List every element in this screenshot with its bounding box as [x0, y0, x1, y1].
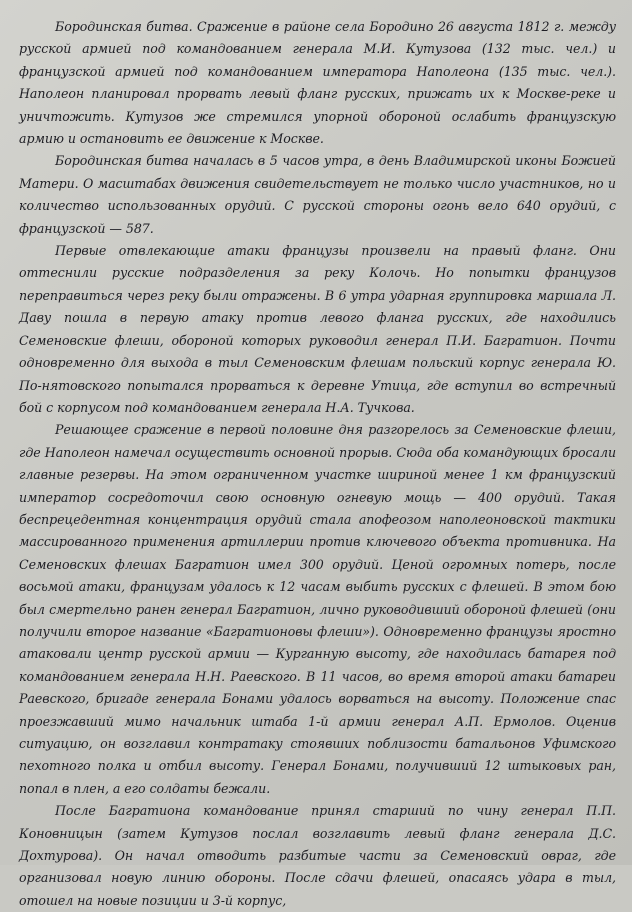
- paragraph-3: Первые отвлекающие атаки французы произвели на правый фланг. Они оттеснили русские подразделения за реку Колочь. Но попытки французов переправиться через реку были отражены. В 6 утра ударная группировка маршала Л. Даву пошла в первую атаку против левого фланга русских, где находились Семеновские флеши, обороной которых руководил генерал П.И. Багратион. Почти одновременно для выхода в тыл Семеновским флешам польский корпус генерала Ю. По-нятовского попытался прорваться к деревне Утица, где вступил во встречный бой с корпусом под командованием генерала Н.А. Тучкова.: [19, 243, 616, 415]
- paragraph-2: Бородинская битва началась в 5 часов утра, в день Владимирской иконы Божией Матери. О масштабах движения свидетельствует не только число участников, но и количество использованных орудий. С русской стороны огонь вело 640 орудий, с французской — 587.: [19, 153, 616, 236]
- paragraph-4: Решающее сражение в первой половине дня разгорелось за Семеновские флеши, где Наполеон намечал осуществить основной прорыв. Сюда оба командующих бросали главные резервы. На этом ограниченном участке шириной менее 1 км французский император сосредоточил свою основную огневую мощь — 400 орудий. Такая беспрецедентная концентрация орудий стала апофеозом наполеоновской тактики массированного применения артиллерии против ключевого объекта противника. На Семеновских флешах Багратион имел 300 орудий. Ценой огромных потерь, после восьмой атаки, французам удалось к 12 часам выбить русских с флешей. В этом бою был смертельно ранен генерал Багратион, лично руководивший обороной флешей (они получили второе название «Багратионовы флеши»). Одновременно французы яростно атаковали центр русской армии — Курганную высоту, где находилась батарея под командованием генерала Н.Н. Раевского. В 11 часов, во время второй атаки батареи Раевского, бригаде генерала Бонами удалось ворваться на высоту. Положение спас проезжавший мимо начальник штаба 1-й армии генерал А.П. Ермолов. Оценив ситуацию, он возглавил контратаку стоявших поблизости батальонов Уфимского пехотного полка и отбил высоту. Генерал Бонами, получивший 12 штыковых ран, попал в плен, а его солдаты бежали.: [19, 422, 616, 796]
- paragraph-1: Бородинская битва. Сражение в районе села Бородино 26 августа 1812 г. между русской армией под командованием генерала М.И. Кутузова (132 тыс. чел.) и французской армией под командованием императора Наполеона (135 тыс. чел.). Наполеон планировал прорвать левый фланг русских, прижать их к Москве-реке и уничтожить. Кутузов же стремился упорной обороной ослабить французскую армию и остановить ее движение к Москве.: [19, 19, 616, 147]
- paragraph-5: После Багратиона командование принял старший по чину генерал П.П. Коновницын (затем Кутузов послал возглавить левый фланг генерала Д.С. Дохтурова). Он начал отводить разбитые части за Семеновский овраг, где организовал новую линию обороны. После сдачи флешей, опасаясь удара в тыл, отошел на новые позиции и 3-й корпус,: [19, 803, 616, 908]
